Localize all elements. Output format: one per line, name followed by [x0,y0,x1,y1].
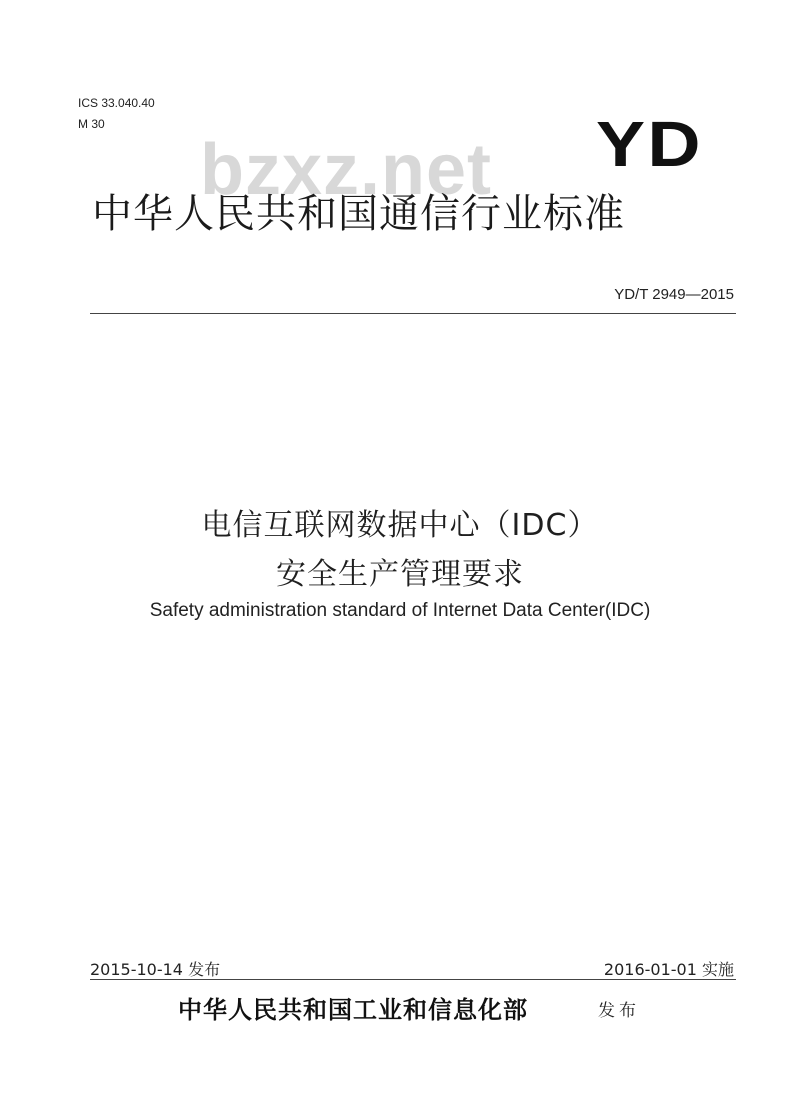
issue-date: 2015-10-14 发布 [90,960,221,979]
watermark: bzxz.net [200,130,493,210]
issuer-label: 发布 [598,1001,640,1021]
top-divider [90,313,736,314]
issuing-authority: 中华人民共和国工业和信息化部 [178,995,528,1024]
ics-code: ICS 33.040.40 [78,96,155,110]
implementation-date: 2016-01-01 实施 [603,960,734,979]
yd-logo: YD [596,108,703,180]
standard-code: YD/T 2949—2015 [614,286,734,303]
standard-title: 中华人民共和国通信行业标准 [92,191,625,237]
bottom-divider [90,979,736,980]
document-title-en: Safety administration standard of Internet Data Center(IDC) [149,600,651,621]
ccs-code: M 30 [78,117,105,131]
document-title-cn-line1: 电信互联网数据中心（IDC） [201,508,599,543]
document-title-cn-line2: 安全生产管理要求 [276,557,524,592]
